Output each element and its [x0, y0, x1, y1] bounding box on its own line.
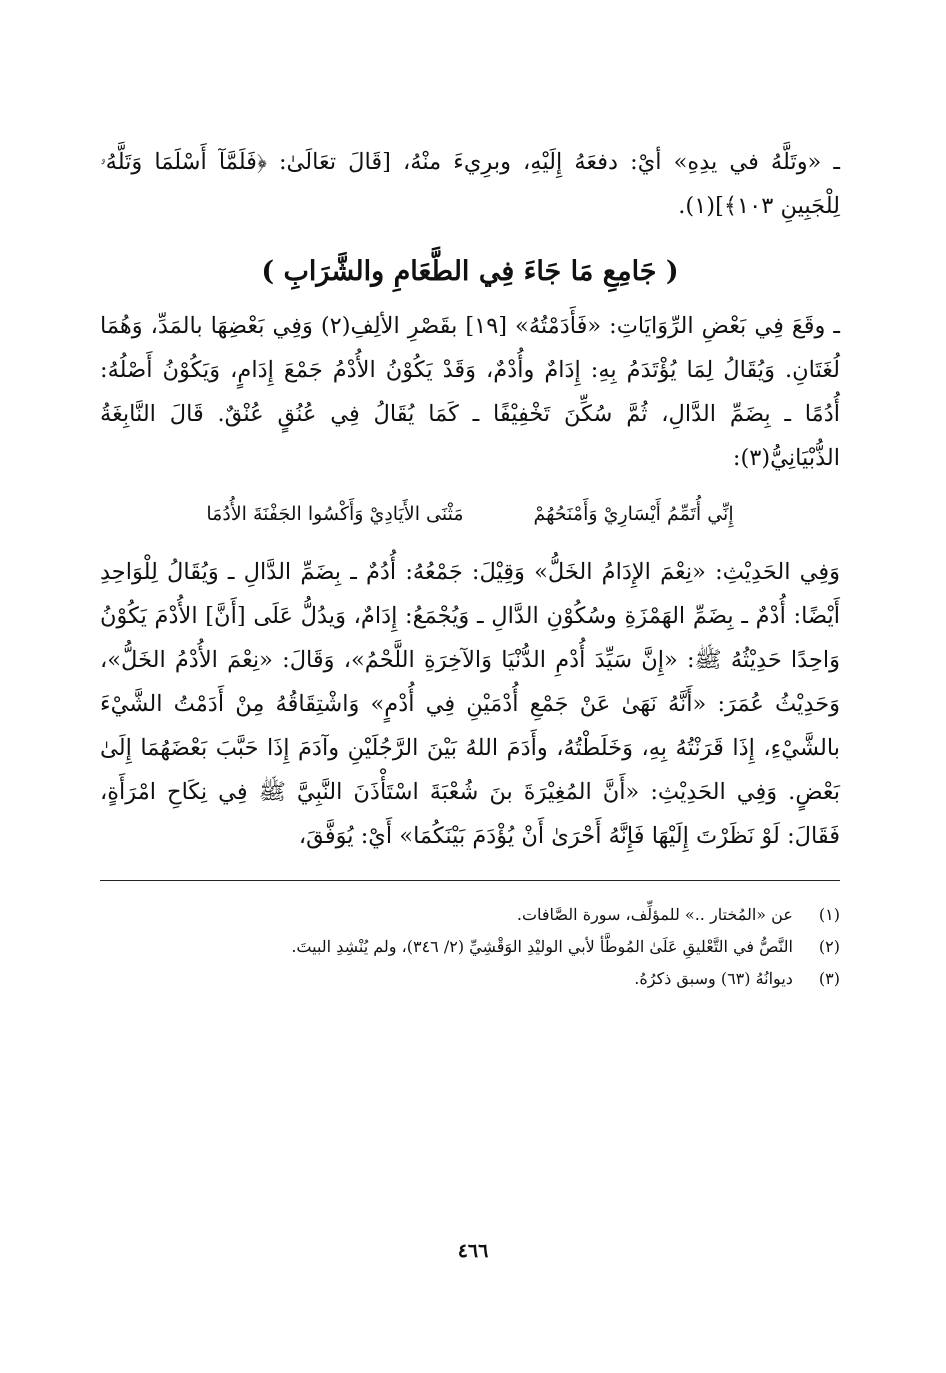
footnote-text: النَّصُّ في التَّعْليقِ عَلَىٰ المُوطَّأ لأبي الوليْدِ الوَقْشِيِّ (٢/ ٣٤٦)، ولم يُنْشِدِ البيتَ. — [291, 937, 793, 956]
footnote-item — [100, 963, 840, 995]
page-number: ٤٦٦ — [457, 1240, 489, 1262]
footnote-number: (١) — [818, 905, 840, 924]
page-body — [100, 140, 840, 995]
paragraph-hadith: وَفِي الحَدِيْثِ: «نِعْمَ الإِدَامُ الخَلُّ» وَقِيْلَ: جَمْعُهُ: أُدُمٌ ـ بِضَمِّ الدَّالِ ـ وَيُقَالُ لِلْوَاحِدِ أَيْضًا: أُدْمٌ ـ بِضَمِّ الهَمْزَةِ وسُكُوْنِ الدَّالِ ـ وَيُجْمَعُ: إِدَامٌ، وَيدُلُّ عَلَى [أَنَّ] الأُدْمَ يَكُوْنُ وَاحِدًا حَدِيْثُهُ ﷺ: «إِنَّ سَيِّدَ أُدْمِ الدُّنْيَا وَالآخِرَةِ اللَّحْمُ»، وَقَالَ: «نِعْمَ الأُدْمُ الخَلُّ»، وَحَدِيْثُ عُمَرَ: «أَنَّهُ نَهَىٰ عَنْ جَمْعِ أُدْمَيْنِ فِي أُدْمٍ» وَاشْتِقَاقُهُ مِنْ أَدَمْتُ الشَّيْءَ بالشَّيْءِ، إِذَا قَرَنْتُهُ بِهِ، وَخَلَطْتُهُ، وأَدَمَ اللهُ بَيْنَ الرَّجُلَيْنِ وآدَمَ إِذَا حَبَّبَ بَعْضَهُمَا إِلَىٰ بَعْضٍ. وَفِي الحَدِيْثِ: «أَنَّ المُغِيْرَةَ بنَ شُعْبَةَ اسْتَأْذَنَ النَّبِيَّ ﷺ فِي نِكَاحِ امْرَأَةٍ، فَقَالَ: لَوْ نَظَرْتَ إِلَيْهَا فَإِنَّهُ أَحْرَىٰ أَنْ يُؤْدَمَ بَيْنَكُمَا» أَيْ: يُوَفَّقَ، — [100, 559, 840, 849]
footnote-number: (٣) — [818, 969, 840, 988]
paragraph-intro: ـ «وتَلَّهُ في يدِهِ» أيْ: دفعَهُ إِلَيْهِ، وبرِيءَ منْهُ، [قَالَ تعَالَىٰ: ﴿فَلَمَّآ أَسْلَمَا وَتَلَّهُۥ لِلْجَبِينِ ١٠٣﴾](١). — [100, 149, 840, 219]
poetry-verse — [100, 494, 840, 534]
footnote-divider — [100, 880, 840, 881]
footnote-text: ديوانُهُ (٦٣) وسبق ذكرُهُ. — [634, 969, 793, 988]
footnotes — [100, 899, 840, 995]
footnote-item — [100, 899, 840, 931]
footnote-text: عن «المُختار ..» للمؤلِّف، سورة الصَّافات. — [516, 905, 793, 924]
verse-first-hemistich: إِنِّي أُتَمِّمُ أَيْسَارِيْ وَأَمْنَحُهُمْ — [533, 503, 734, 525]
verse-second-hemistich: مَثْنَى الأَيَادِيْ وَأَكْسُوا الجَفْنَةَ الأُدُمَا — [206, 503, 464, 525]
paragraph-idam: ـ وقَعَ فِي بَعْضِ الرِّوَايَاتِ: «فَأَدَمْتُهُ» [١٩] بقَصْرِ الألِفِ(٢) وَفِي بَعْضِهَا بالمَدِّ، وَهُمَا لُغَتَانِ. وَيُقَالُ لِمَا يُؤْتَدَمُ بِهِ: إِدَامٌ وأُدْمٌ، وَقَدْ يَكُوْنُ الأُدْمُ جَمْعَ إِدَامٍ، وَيَكُوْنُ أَصْلُهُ: أُدُمًا ـ بِضَمِّ الدَّالِ، ثُمَّ سُكِّنَ تَخْفِيْفًا ـ كَمَا يُقَالُ فِي عُنُقٍ عُنْقٌ. قَالَ النَّابِغَةُ الذُّبْيَانِيُّ(٣): — [100, 313, 841, 471]
footnote-item — [100, 931, 840, 963]
section-heading: ( جَامِعِ مَا جَاءَ فِي الطَّعَامِ والشَّرَابِ ) — [261, 256, 679, 287]
footnote-number: (٢) — [818, 937, 840, 956]
